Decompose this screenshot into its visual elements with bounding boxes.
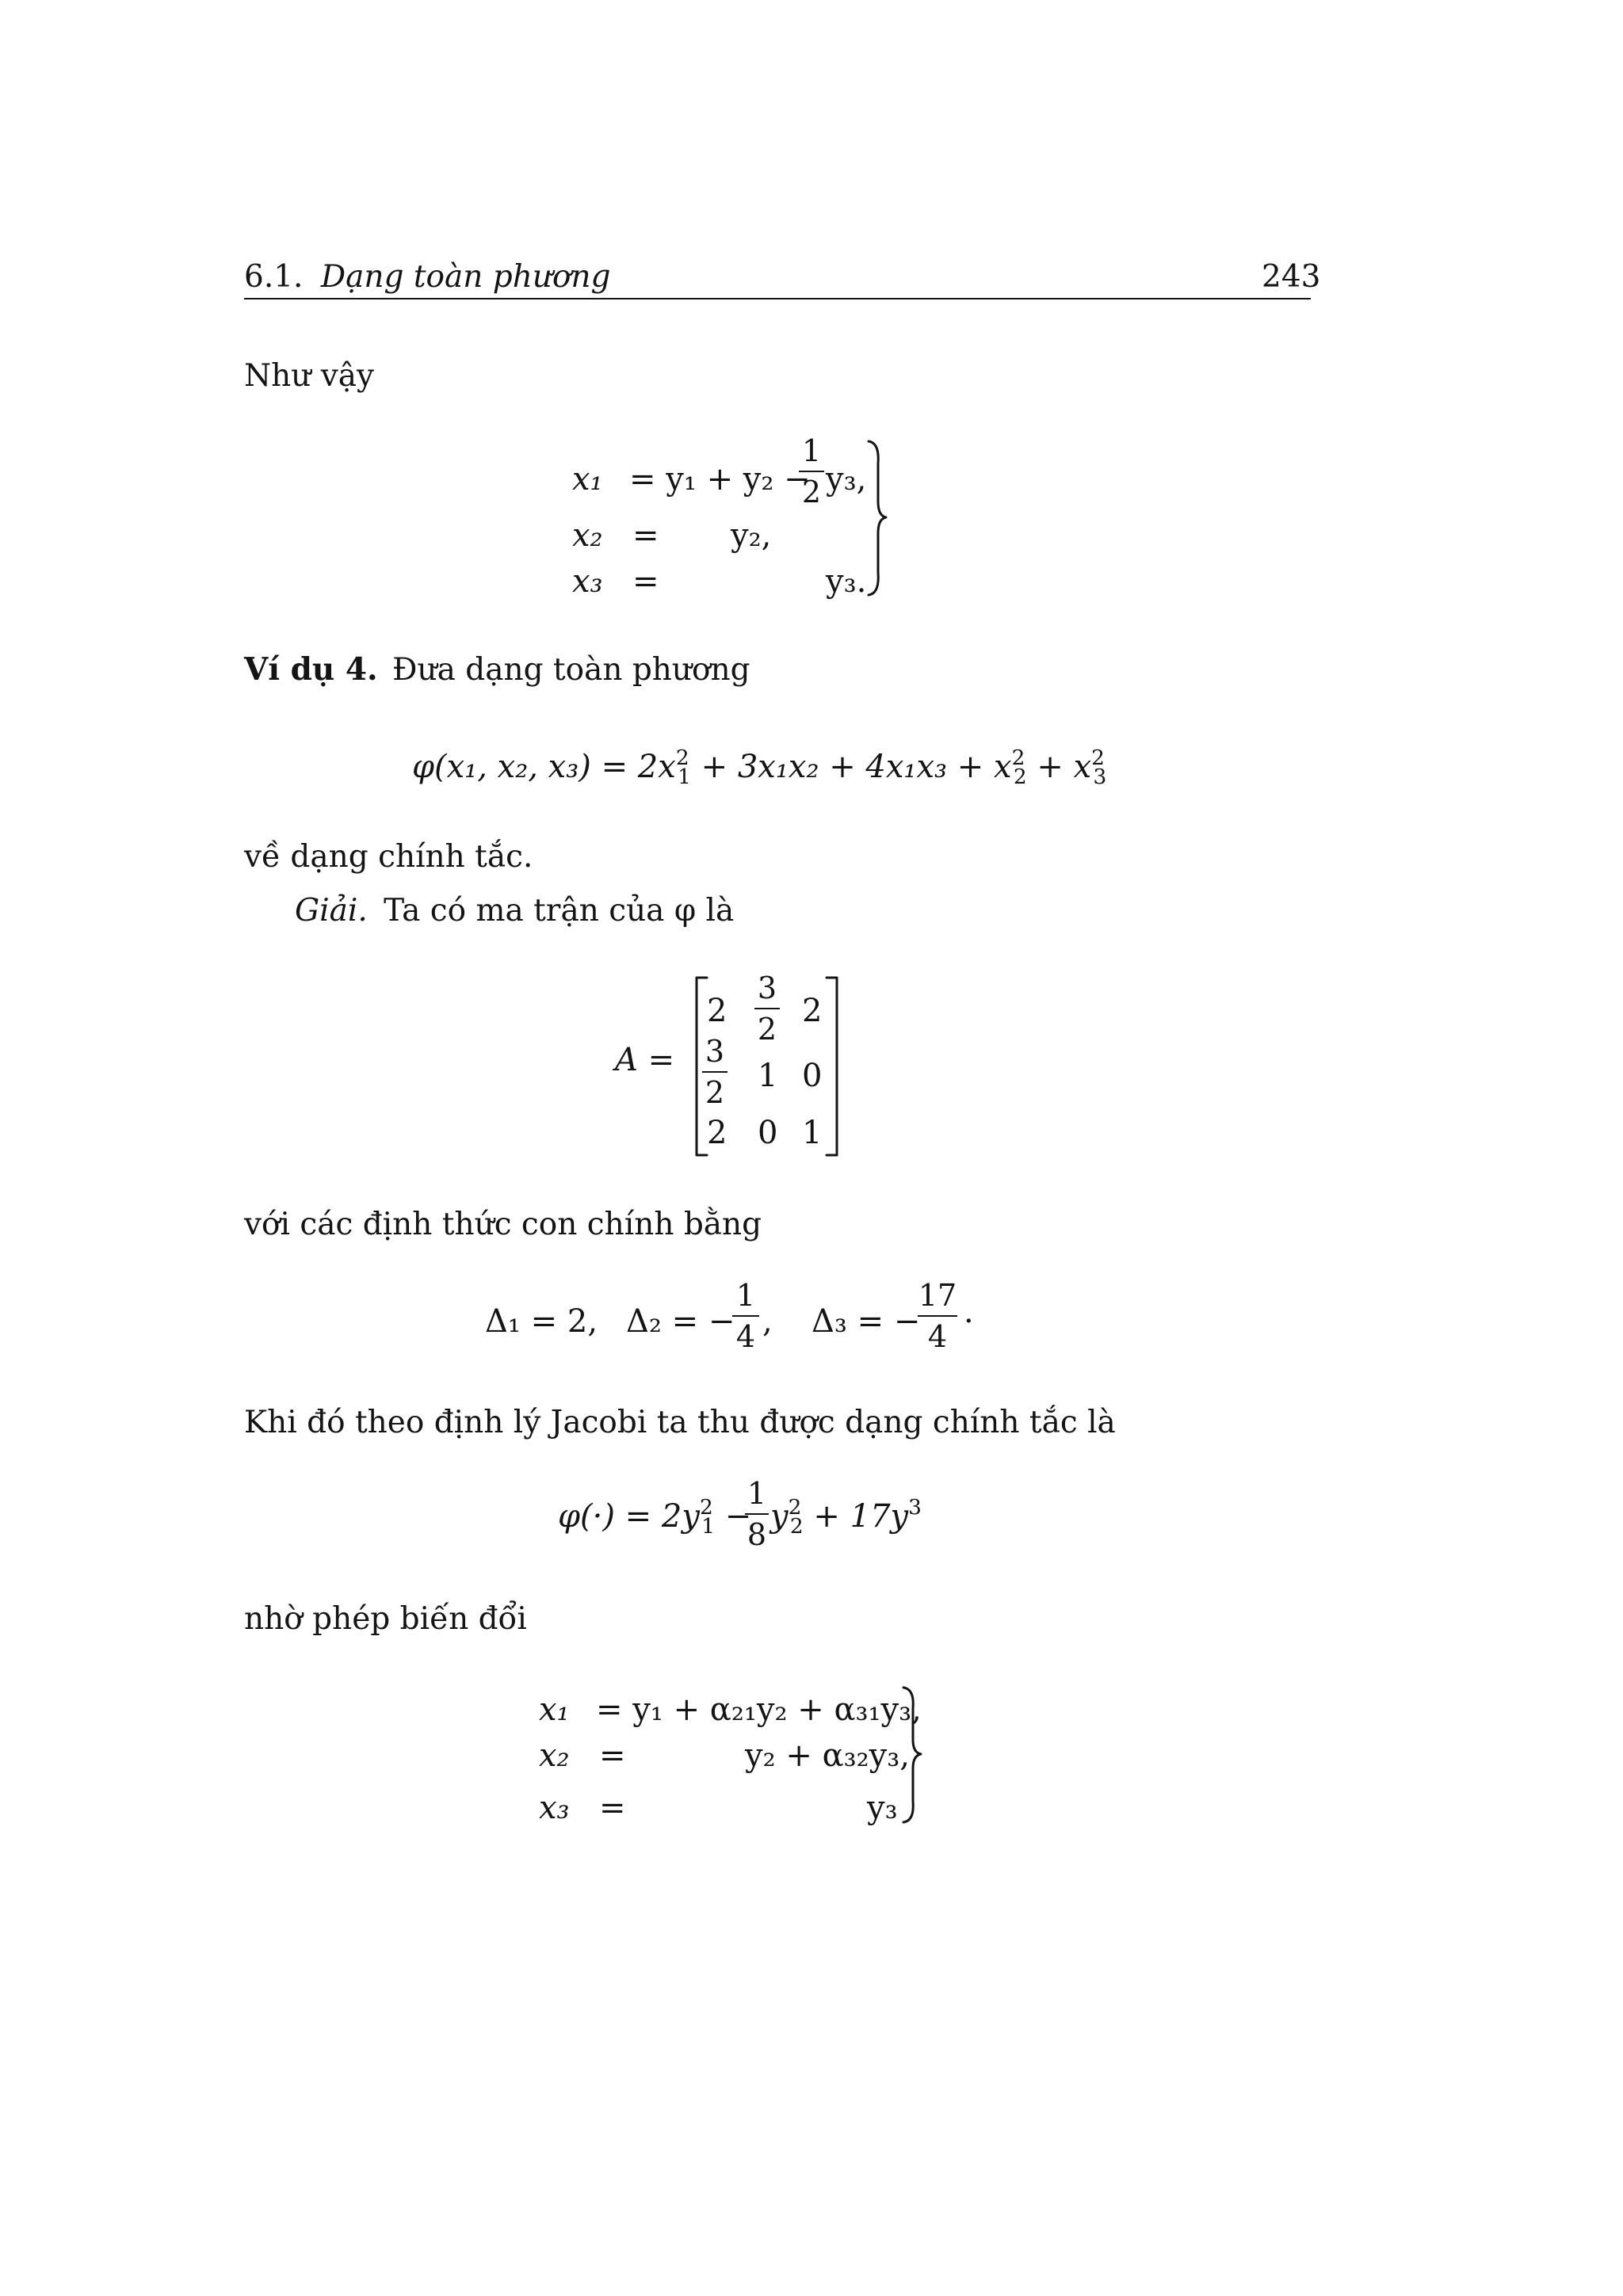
matrix-cell: 2 <box>802 993 823 1029</box>
system2-lhs-3: x₃ <box>539 1790 570 1826</box>
fraction-denominator: 2 <box>705 1075 725 1110</box>
matrix-name: A = <box>615 1042 675 1078</box>
example-label: Ví dụ 4. <box>244 651 378 688</box>
canonical-fraction <box>745 1478 769 1550</box>
canonical-tail: + 17y <box>813 1498 909 1535</box>
running-header <box>244 259 611 295</box>
system2-rhs-3: y₃ <box>867 1790 898 1826</box>
system2-rhs-1: = y₁ + α₂₁y₂ + α₃₁y₃, <box>596 1691 922 1728</box>
system1-rhs-2: y₂, <box>731 517 772 554</box>
fraction-bar <box>702 1071 727 1073</box>
matrix-cell-fraction <box>754 971 780 1047</box>
system1-eq-2: = <box>632 517 659 554</box>
system2-lhs-1: x₁ <box>539 1691 570 1728</box>
fraction-numerator: 1 <box>801 433 822 468</box>
minor-delta-3: Δ₃ = − <box>812 1303 921 1340</box>
system2-eq-3: = <box>599 1790 626 1826</box>
fraction-denominator: 8 <box>747 1517 767 1552</box>
solution-line <box>295 893 735 929</box>
fraction-bar <box>732 1315 759 1317</box>
example-text: Đưa dạng toàn phương <box>391 652 750 688</box>
section-number: 6.1. <box>244 259 304 295</box>
matrix-cell: 1 <box>802 1115 823 1151</box>
fraction-denominator: 4 <box>735 1319 756 1354</box>
fraction-denominator: 2 <box>801 475 822 509</box>
system2-right-brace <box>902 1686 926 1825</box>
example-4-heading <box>244 651 750 688</box>
intro-text: Như vậy <box>244 358 375 394</box>
fraction-numerator: 1 <box>747 1476 767 1511</box>
system1-rhs-1b: y₃, <box>826 461 867 498</box>
jacobi-text: Khi đó theo định lý Jacobi ta thu được dạng chính tắc là <box>244 1405 1116 1440</box>
header-rule <box>244 298 1311 299</box>
minor-delta-2-tail: , <box>762 1303 773 1340</box>
formula-rest: + 3x₁x₂ + 4x₁x₃ + x <box>701 749 1012 785</box>
canonical-lhs: $\varphi(\cdot) = 2y^2_1$ − <box>558 1495 752 1539</box>
system1-rhs-3: y₃. <box>826 563 867 600</box>
page-number: 243 <box>1262 259 1321 295</box>
fraction-numerator: 3 <box>757 971 777 1005</box>
system1-right-brace <box>867 440 891 598</box>
system1-lhs-3: x₃ <box>572 563 603 600</box>
matrix-cell: 2 <box>707 993 727 1029</box>
matrix-right-bracket <box>824 976 840 1157</box>
quadratic-form-formula: φ(x₁, x₂, $x_3) = 2x^2_1 + 3x_1x_2 + 4x_1x_3 + x^2_2 + x^2_3$ <box>412 746 1107 789</box>
fraction-denominator: 4 <box>927 1319 948 1354</box>
solution-text: Ta có ma trận của φ là <box>384 893 735 929</box>
canonical-lhs-text: φ(·) = 2y <box>558 1498 700 1535</box>
matrix-cell: 1 <box>758 1058 778 1094</box>
system1-rhs-1a: = y₁ + y₂ − <box>629 461 811 498</box>
system2-rhs-2: y₂ + α₃₂y₃, <box>745 1737 911 1774</box>
formula-lhs: φ(x₁, x₂, x₃) = 2x <box>412 749 676 785</box>
minor-delta-1: Δ₁ = 2, <box>485 1303 598 1340</box>
section-title: Dạng toàn phương <box>320 259 611 295</box>
fraction-numerator: 3 <box>705 1034 725 1069</box>
solution-label: Giải. <box>295 893 368 929</box>
minor-delta-2-fraction <box>732 1280 759 1352</box>
minor-delta-2: Δ₂ = − <box>626 1303 735 1340</box>
fraction-bar <box>799 471 824 472</box>
canonical-mid: y <box>770 1498 789 1535</box>
minor-delta-3-tail: · <box>964 1303 974 1340</box>
canonical-rest: $y^2_2 + 17y^3$ <box>770 1495 922 1539</box>
system1-lhs-2: x₂ <box>572 517 603 554</box>
fraction-numerator: 1 <box>735 1278 756 1313</box>
system1-fraction-half <box>799 433 824 509</box>
fraction-bar <box>745 1513 769 1515</box>
system1-lhs-1: x₁ <box>572 461 603 498</box>
system2-lhs-2: x₂ <box>539 1737 570 1774</box>
minor-delta-3-fraction <box>918 1280 957 1352</box>
transform-text: nhờ phép biến đổi <box>244 1601 527 1637</box>
fraction-numerator: 17 <box>918 1278 957 1313</box>
fraction-denominator: 2 <box>757 1012 777 1047</box>
example-after-text: về dạng chính tắc. <box>244 839 533 875</box>
system1-eq-3: = <box>632 563 659 600</box>
minors-text: với các định thức con chính bằng <box>244 1207 762 1242</box>
fraction-bar <box>918 1315 957 1317</box>
matrix-cell-fraction <box>702 1036 727 1108</box>
matrix-cell: 0 <box>802 1058 823 1094</box>
matrix-cell: 2 <box>707 1115 727 1151</box>
system2-eq-2: = <box>599 1737 626 1774</box>
matrix-cell: 0 <box>758 1115 778 1151</box>
fraction-bar <box>754 1008 780 1009</box>
